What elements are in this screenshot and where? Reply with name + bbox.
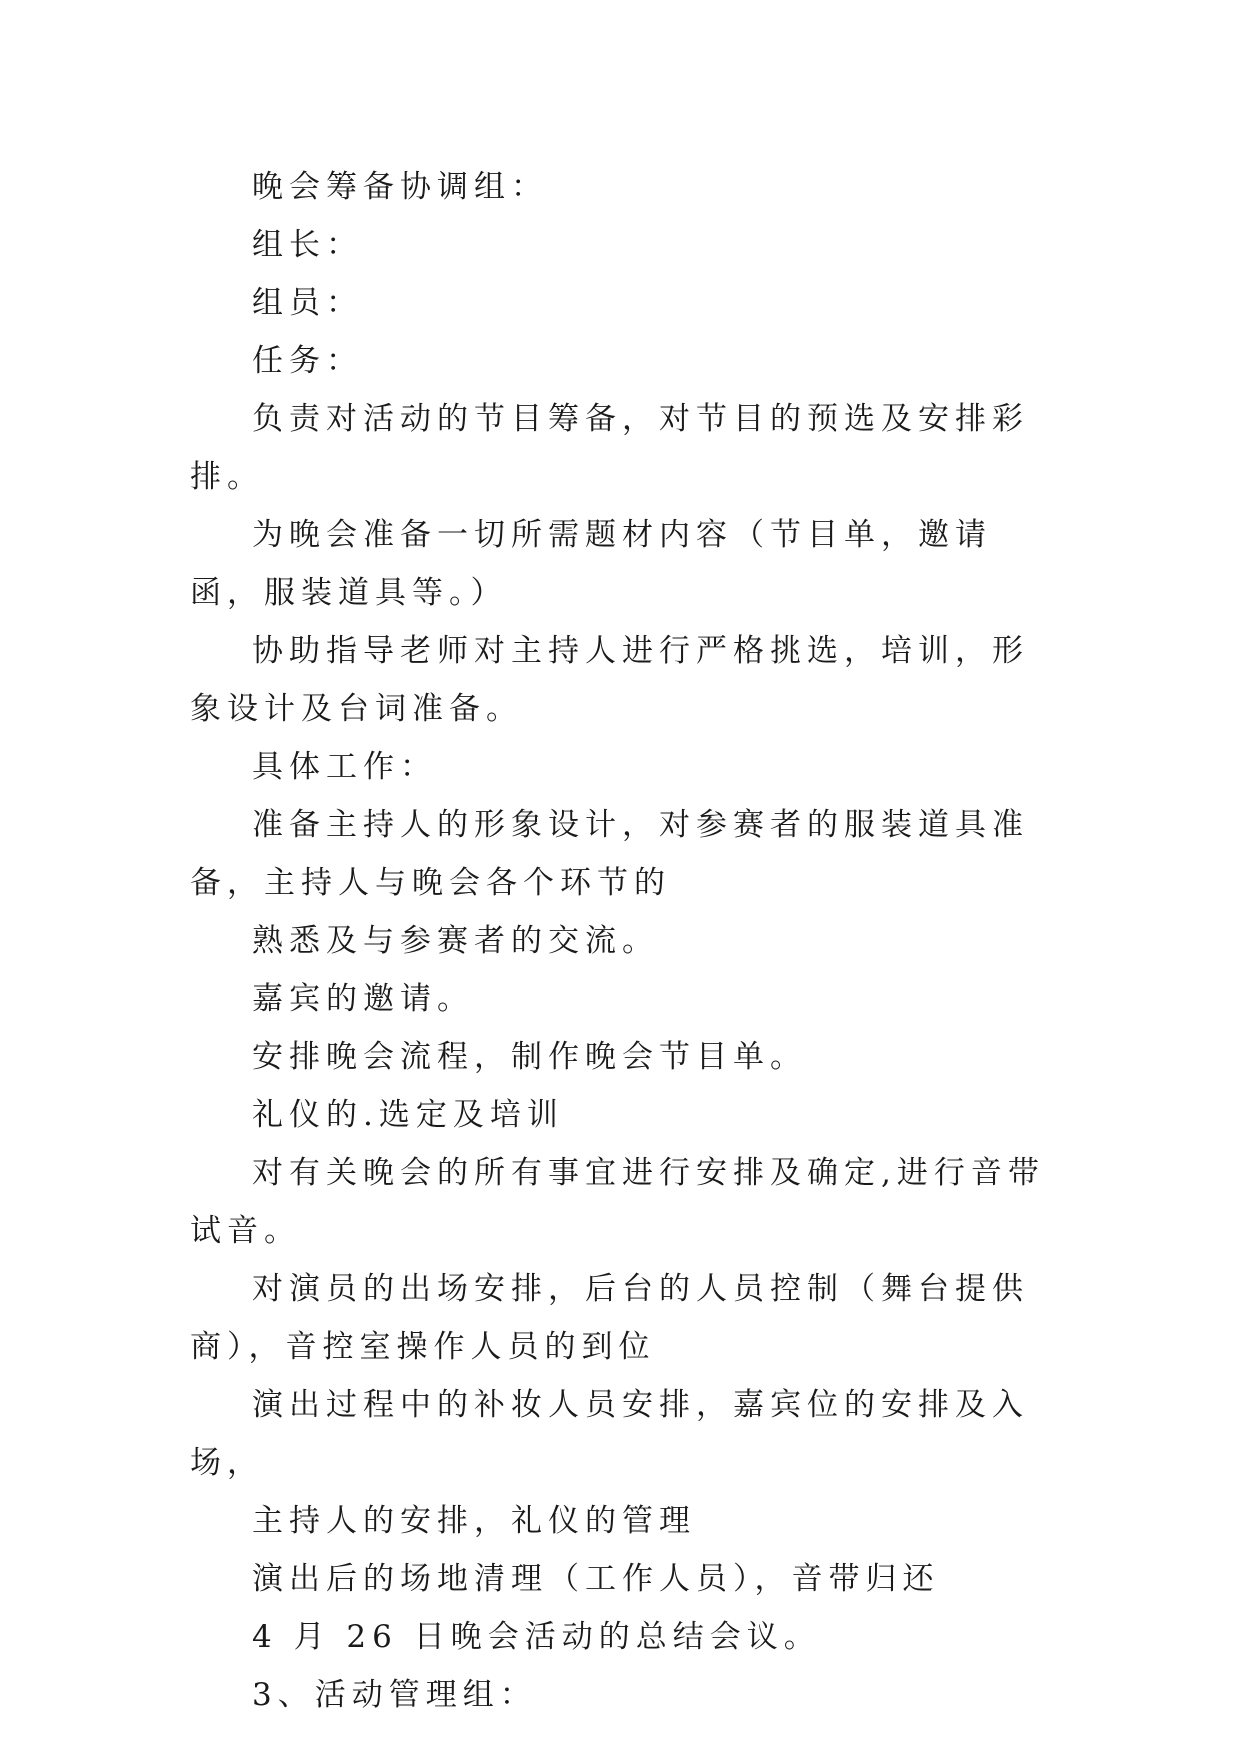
paragraph: 4 月 26 日晚会活动的总结会议。 [252, 1619, 821, 1655]
paragraph: 礼仪的.选定及培训 [252, 1097, 564, 1133]
document-body [190, 158, 1060, 1724]
paragraph: 负责对活动的节目筹备，对节目的预选及安排彩排。 [190, 401, 1029, 495]
paragraph: 3、活动管理组： [252, 1677, 537, 1713]
paragraph: 安排晚会流程，制作晚会节目单。 [252, 1039, 807, 1075]
paragraph: 演出后的场地清理（工作人员），音带归还 [252, 1561, 940, 1597]
paragraph: 嘉宾的邀请。 [252, 981, 474, 1017]
paragraph: 熟悉及与参赛者的交流。 [252, 923, 659, 959]
paragraph: 组长： [252, 227, 363, 263]
paragraph: 对有关晚会的所有事宜进行安排及确定,进行音带试音。 [190, 1155, 1045, 1249]
paragraph: 对演员的出场安排，后台的人员控制（舞台提供商），音控室操作人员的到位 [190, 1271, 1029, 1365]
paragraph: 组员： [252, 285, 363, 321]
paragraph: 晚会筹备协调组： [252, 169, 548, 205]
paragraph: 具体工作： [252, 749, 437, 785]
paragraph: 协助指导老师对主持人进行严格挑选，培训，形象设计及台词准备。 [190, 633, 1029, 727]
paragraph: 演出过程中的补妆人员安排，嘉宾位的安排及入场， [190, 1387, 1029, 1481]
paragraph: 任务： [252, 343, 363, 379]
paragraph: 为晚会准备一切所需题材内容（节目单，邀请函，服装道具等。） [190, 517, 992, 611]
paragraph: 主持人的安排，礼仪的管理 [252, 1503, 696, 1539]
paragraph: 准备主持人的形象设计，对参赛者的服装道具准备，主持人与晚会各个环节的 [190, 807, 1029, 901]
